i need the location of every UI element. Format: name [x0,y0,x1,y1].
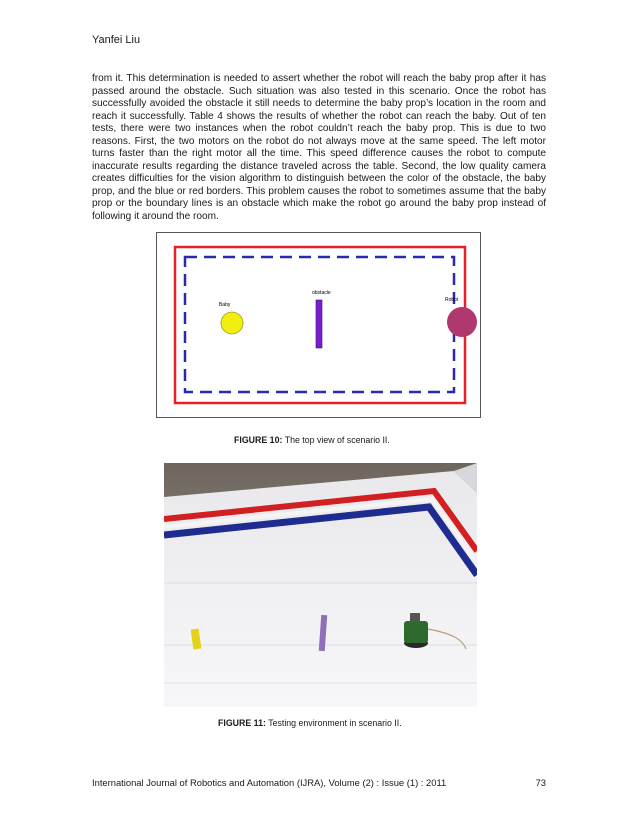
figure-11-photo [164,463,477,707]
figure-11-caption-label: FIGURE 11: [218,718,266,728]
baby-prop-circle [221,312,243,334]
robot-body [404,621,428,643]
robot-label: Robot [445,297,459,303]
robot-camera [410,613,420,622]
figure-10-caption-text: The top view of scenario II. [282,435,390,445]
robot-circle [447,307,477,337]
running-header-author: Yanfei Liu [92,34,141,46]
figure-10-diagram [156,232,481,418]
page-number: 73 [535,777,546,788]
obstacle-bar [316,300,322,348]
obstacle-label: obstacle [312,290,331,296]
figure-11-caption [218,718,402,728]
figure-10-caption [234,435,390,445]
body-paragraph: from it. This determination is needed to assert whether the robot will reach the baby prop after it has passed around the obstacle. Such situation was also tested in this scenario. Once the robot has successfully avoided the obstacle it still needs to determine the baby prop’s location in the room and reach it successfully. Table 4 shows the results of whether the robot can reach the baby. Out of ten tests, there were two instances when the robot couldn’t reach the baby prop. This is due to two reasons. First, the two motors on the robot do not always move at the same speed. The left motor turns faster than the right motor all the time. This speed difference causes the robot to compute inaccurate results regarding the distance traveled across the table. Second, the low quality camera creates difficulties for the vision algorithm to distinguish between the color of the obstacle, the baby prop, and the blue or red borders. This problem causes the robot to sometimes assume that the baby prop or the boundary lines is an obstacle which make the robot go around the baby prop instead of following it around the room. [92,73,546,222]
figure-10-svg [157,233,482,419]
figure-11-svg [164,463,477,707]
figure-11-caption-text: Testing environment in scenario II. [265,718,402,728]
footer-journal: International Journal of Robotics and Automation (IJRA), Volume (2) : Issue (1) : 2011 [92,777,447,788]
page-footer [92,777,546,788]
figure-10-caption-label: FIGURE 10: [234,435,283,445]
baby-label: Baby [219,302,231,308]
